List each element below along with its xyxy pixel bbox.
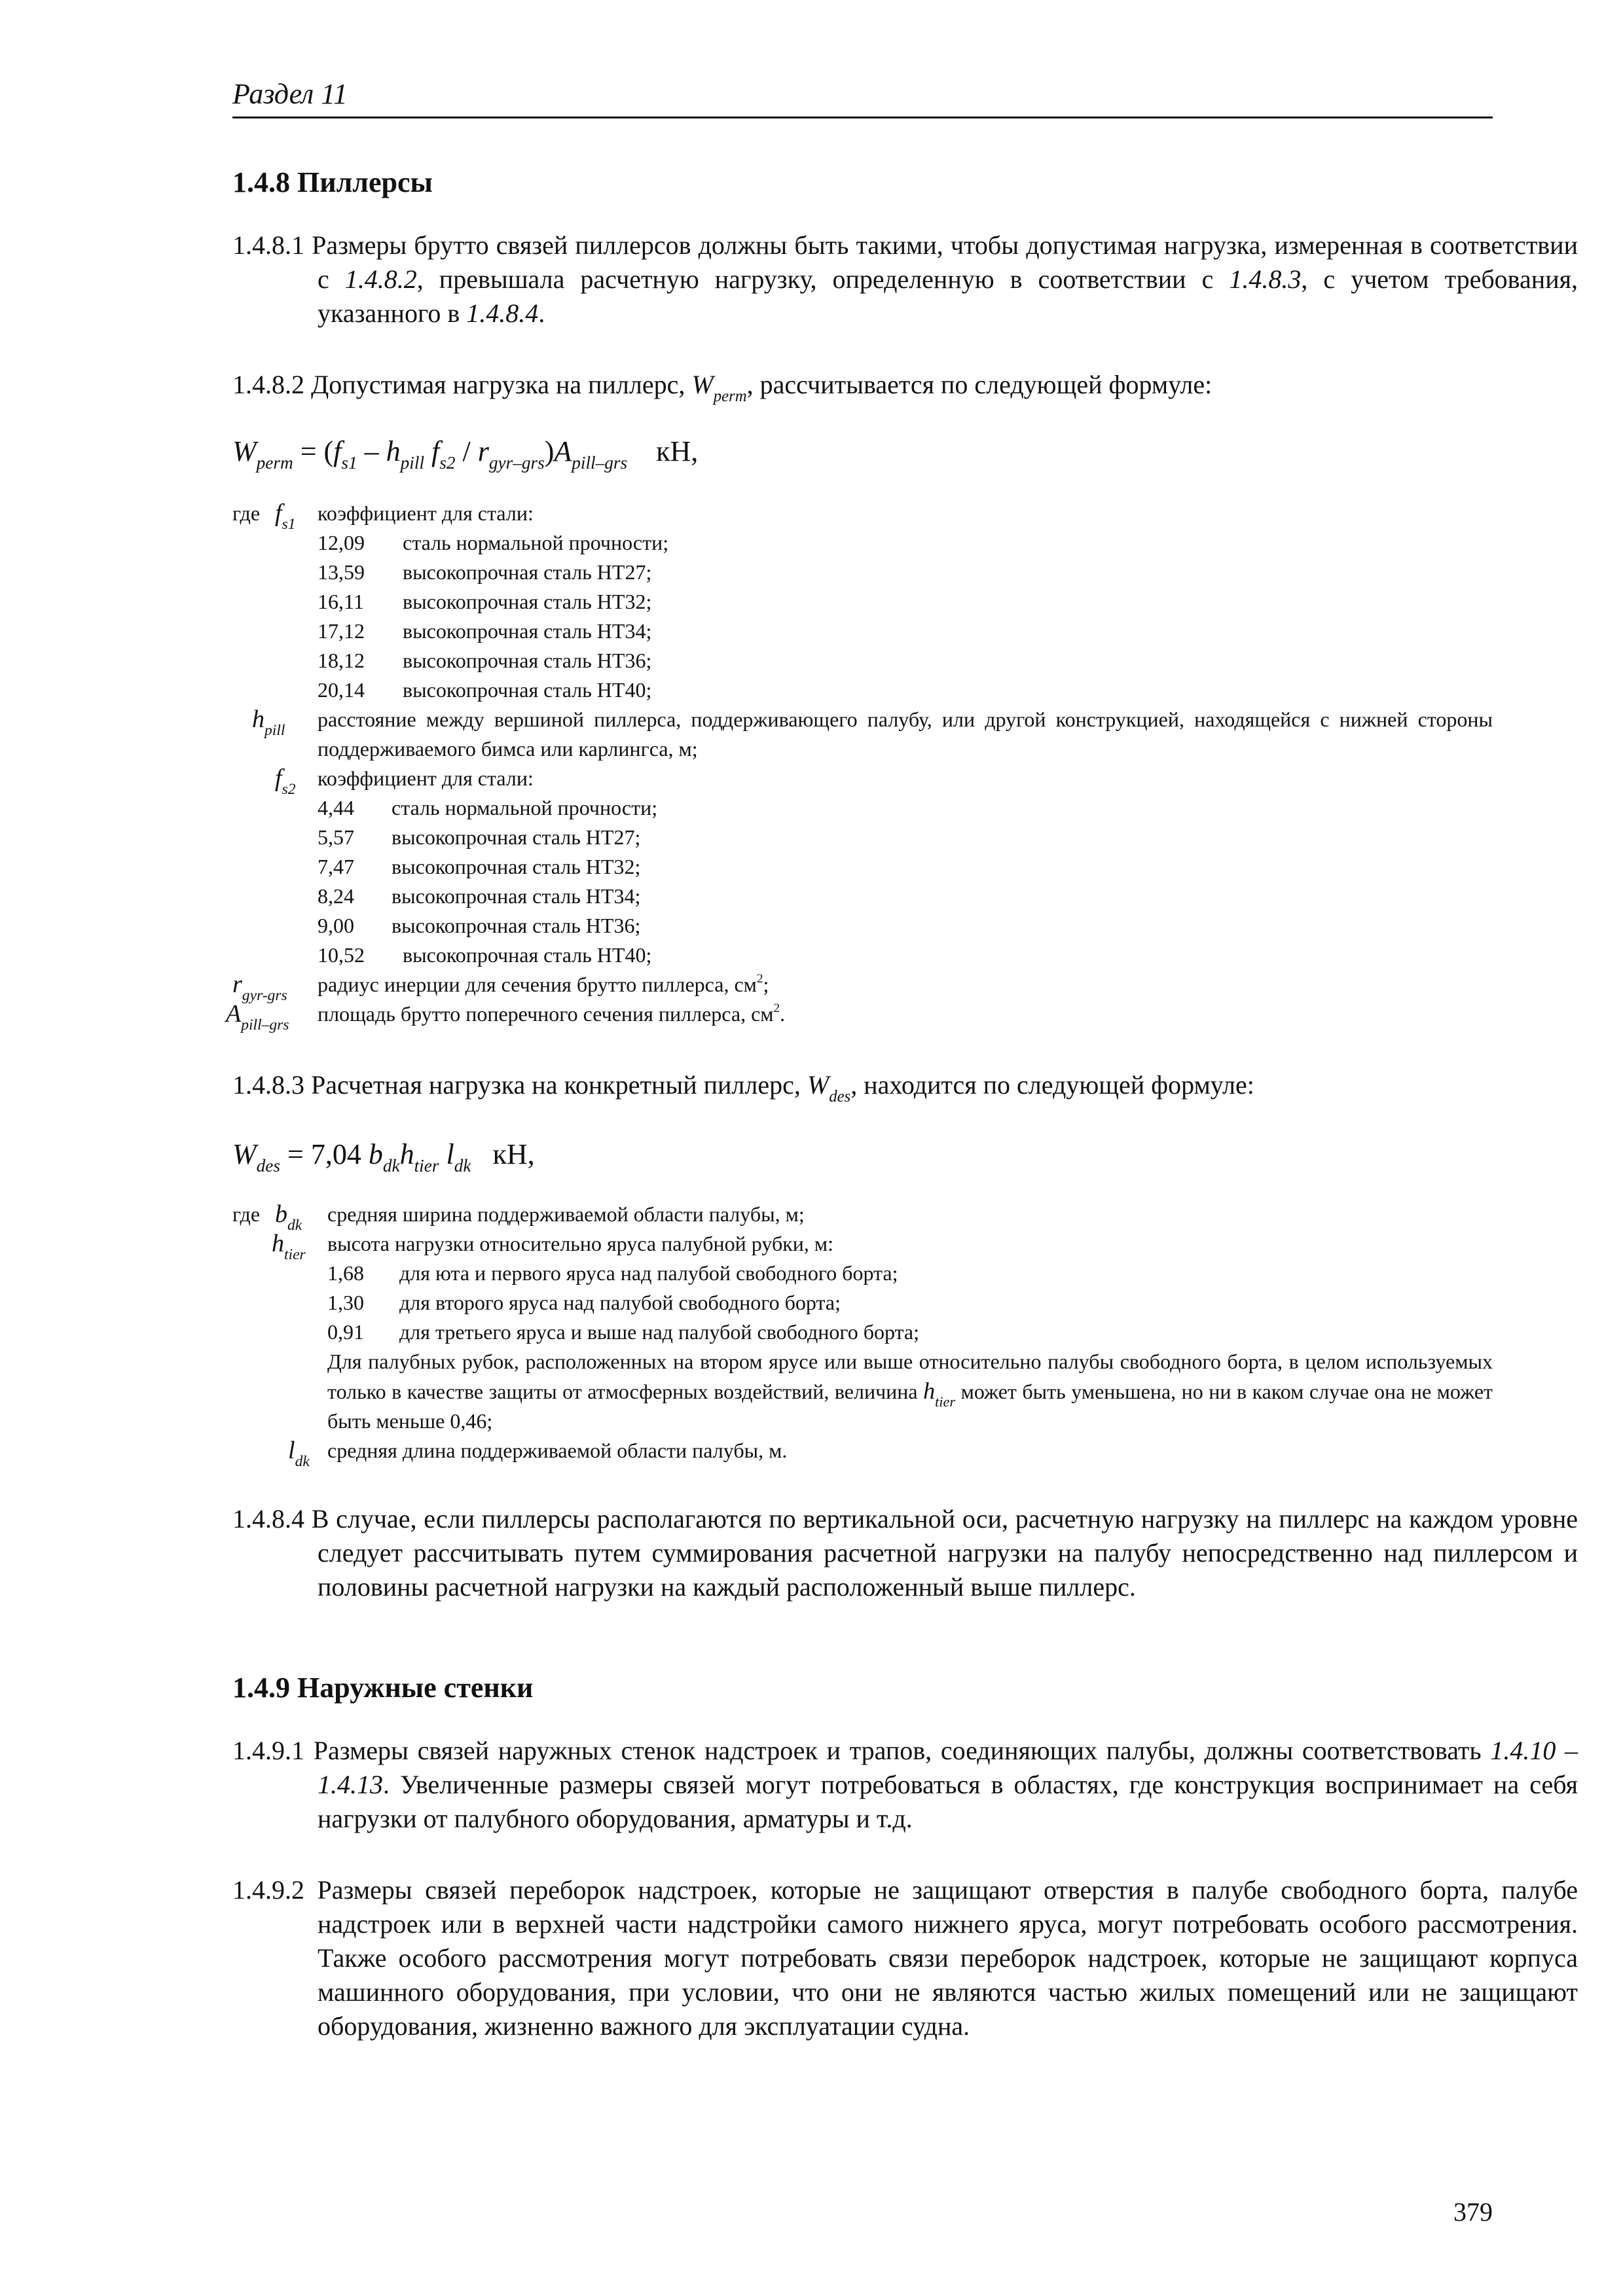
value-text: сталь нормальной прочности; [392, 796, 658, 819]
value: 7,47 [318, 855, 354, 878]
heading-1-4-9: 1.4.9 Наружные стенки [232, 1672, 534, 1704]
text: Допустимая нагрузка на пиллерс, [311, 370, 692, 399]
value: 17,12 [318, 619, 365, 643]
clause-number: 1.4.8.3 [232, 1070, 304, 1100]
symbol-htier: $h_{tier}$ [272, 1230, 306, 1263]
value-text: высокопрочная сталь НТ32; [403, 590, 652, 613]
value-text: высокопрочная сталь НТ34; [403, 619, 652, 643]
value-text: высокопрочная сталь НТ27; [403, 560, 652, 584]
definition-hpill [232, 705, 1493, 764]
where-label: где [232, 501, 261, 525]
text: Размеры брутто связей пиллерсов должны быть такими, чтобы допустимая нагрузка, измеренная в соответствии с [312, 230, 1578, 294]
where-label: где [232, 1202, 261, 1226]
text: Размеры связей наружных стенок надстроек и трапов, соединяющих палубы, должны соответствовать [313, 1736, 1491, 1765]
text: В случае, если пиллерсы располагаются по вертикальной оси, расчетную нагрузку на пиллерс на каждом уровне следует рассчитывать путем суммирования расчетной нагрузки на палубу непосредственно над пиллерсом и половины расчетной нагрузки на каждый расположенный выше пиллерс. [311, 1504, 1578, 1602]
cross-reference[interactable]: 1.4.8.4 [466, 298, 539, 328]
definition-text: высота нагрузки относительно яруса палубной рубки, м: [327, 1232, 834, 1255]
value-text: высокопрочная сталь НТ40; [403, 678, 652, 702]
value: 1,30 [327, 1291, 364, 1314]
text: , рассчитывается по следующей формуле: [746, 370, 1213, 399]
paragraph-1-4-8-4 [232, 1502, 1578, 1604]
clause-number: 1.4.8.1 [232, 230, 304, 260]
value: 13,59 [318, 560, 365, 584]
value: 4,44 [318, 796, 354, 819]
text: , с учетом требования, указанного в [318, 264, 1578, 328]
value: 0,91 [327, 1320, 364, 1344]
paragraph-1-4-8-1 [232, 228, 1578, 331]
definition-text: средняя длина поддерживаемой области палубы, м. [327, 1439, 788, 1462]
symbol-fs1: $f_{s1}$ [275, 499, 296, 533]
clause-number: 1.4.9.2 [232, 1875, 304, 1905]
definitions-list-1: где $f_{s1}$ коэффициент для стали: 12,09 сталь нормальной прочности; 13,59 высокопрочная сталь НТ27; 16,11 высокопрочная сталь НТ32; 17,12 высокопрочная сталь НТ34; 18,12 высокопрочная сталь НТ36; 20,14 высокопрочная сталь НТ40; $h_{pill}$ расстояние между вершиной пиллерса, поддерживающего палубу, или другой конструкцией, находящейся с нижней стороны поддерживаемого бимса или карлингса, м; $f_{s2}$ коэффициент для стали: 4,44 сталь нормальной прочности; 5,57 высокопрочная сталь НТ27; 7,47 высокопрочная сталь НТ32; 8,24 высокопрочная сталь НТ34; 9,00 высокопрочная сталь НТ36; 10,52 высокопрочная сталь НТ40; $r_{gyr-grs}$ радиус инерции для сечения брутто пиллерса, $см^2$; $A_{pill-grs}$ площадь брутто поперечного сечения пиллерса, $см^2$. [226, 499, 1493, 1033]
value-text: для второго яруса над палубой свободного борта; [399, 1291, 841, 1314]
formula-w-perm: $W_{perm} = (f_{s1} - h_{pill}$ $f_{s2} / r_{gyr-grs})A_{pill-grs}$ кН, [232, 435, 699, 473]
definitions-list-2 [232, 1200, 1493, 1470]
value-text: высокопрочная сталь НТ27; [392, 825, 641, 849]
htier-note: Для палубных рубок, расположенных на втором ярусе или выше относительно палубы свободного борта, в целом используемых только в качестве защиты от атмосферных воздействий, величина $h_{tier}$ может быть уменьшена, но ни в каком случае она не может быть меньше 0,46; [327, 1350, 1493, 1433]
coefficient: = 7,04 [287, 1138, 369, 1170]
clause-number: 1.4.8.2 [232, 370, 304, 399]
running-header [232, 77, 1493, 118]
symbol-rgyr: $r_{gyr-grs}$ [232, 971, 287, 1004]
value: 10,52 [318, 943, 365, 967]
text: , находится по следующей формуле: [850, 1070, 1254, 1100]
definition-text: радиус инерции для сечения брутто пиллерса, см [318, 973, 757, 996]
text: , превышала расчетную нагрузку, определенную в соответствии с [416, 264, 1230, 294]
symbol-fs2: $f_{s2}$ [275, 764, 296, 798]
text: . Увеличенные размеры связей могут потребоваться в областях, где конструкция воспринимает на себя нагрузки от палубного оборудования, арматуры и т.д. [318, 1770, 1578, 1833]
value: 8,24 [318, 884, 354, 908]
value: 5,57 [318, 825, 354, 849]
section-label: Раздел 11 [232, 78, 348, 110]
cross-reference[interactable]: 1.4.8.2 [344, 264, 417, 294]
value: 12,09 [318, 531, 365, 554]
value-text: высокопрочная сталь НТ34; [392, 884, 641, 908]
definition-text: площадь брутто поперечного сечения пиллерса, см [318, 1002, 774, 1026]
symbol-apill: $A_{pill-grs}$ [226, 1000, 289, 1033]
value-text: сталь нормальной прочности; [403, 531, 669, 554]
value: 20,14 [318, 678, 365, 702]
cross-reference[interactable]: 1.4.8.3 [1229, 264, 1302, 294]
symbol-bdk: $b_{dk}$ [275, 1200, 302, 1234]
paragraph-1-4-9-2 [232, 1873, 1578, 2043]
value-text: высокопрочная сталь НТ36; [392, 914, 641, 937]
value-text: для юта и первого яруса над палубой свободного борта; [399, 1261, 898, 1285]
definition-text: коэффициент для стали: [318, 766, 534, 790]
symbol-hpill: $h_{pill}$ [252, 706, 285, 739]
symbol-ldk: $l_{dk}$ [288, 1437, 310, 1470]
value: 16,11 [318, 590, 364, 613]
paragraph-1-4-8-3: 1.4.8.3 Расчетная нагрузка на конкретный пиллерс, $W_{des}$, находится по следующей формуле: [232, 1070, 1254, 1105]
definition-text: расстояние между вершиной пиллерса, поддерживающего палубу, или другой конструкцией, находящейся с нижней стороны поддерживаемого бимса или карлингса, м; [318, 708, 1493, 761]
value-text: высокопрочная сталь НТ32; [392, 855, 641, 878]
note-text: Для палубных рубок, расположенных на втором ярусе или выше относительно палубы свободного борта, в целом используемых только в качестве защиты от атмосферных воздействий, величина [327, 1350, 1493, 1403]
definition-text: средняя ширина поддерживаемой области палубы, м; [327, 1202, 805, 1226]
page-number: 379 [1453, 2197, 1493, 2227]
text: . [538, 298, 545, 328]
text: Расчетная нагрузка на конкретный пиллерс, [311, 1070, 807, 1100]
definition-text: коэффициент для стали: [318, 501, 534, 525]
value-text: высокопрочная сталь НТ40; [403, 943, 652, 967]
symbol: W [691, 370, 714, 399]
value: 18,12 [318, 649, 365, 672]
value: 1,68 [327, 1261, 364, 1285]
note-text: может быть уменьшена, но ни в каком случае она не может быть меньше 0,46; [327, 1380, 1493, 1433]
unit: кН, [656, 435, 699, 467]
clause-number: 1.4.9.1 [232, 1736, 304, 1765]
cross-reference[interactable]: 1.4.10 – 1.4.13 [318, 1736, 1578, 1799]
value: 9,00 [318, 914, 354, 937]
paragraph-1-4-8-2 [232, 368, 1493, 405]
subscript: perm [713, 387, 747, 405]
unit: кН, [492, 1138, 535, 1170]
heading-1-4-8: 1.4.8 Пиллерсы [232, 166, 433, 198]
text: Размеры связей переборок надстроек, которые не защищают отверстия в палубе свободного борта, палубе надстроек или в верхней части надстройки самого нижнего яруса, могут потребовать особого рассмотрения. Также особого рассмотрения могут потребовать связи переборок надстроек, которые не защищают корпуса машинного оборудования, при условии, что они не являются частью жилых помещений или не защищают оборудования, жизненно важного для эксплуатации судна. [317, 1875, 1578, 2041]
clause-number: 1.4.8.4 [232, 1504, 304, 1534]
paragraph-1-4-9-1 [232, 1734, 1578, 1836]
formula-w-des: $W_{des} = 7,04$ $b_{dk}h_{tier}$ $l_{dk}$ кН, [232, 1138, 535, 1175]
value-text: для третьего яруса и выше над палубой свободного борта; [399, 1320, 920, 1344]
value-text: высокопрочная сталь НТ36; [403, 649, 652, 672]
